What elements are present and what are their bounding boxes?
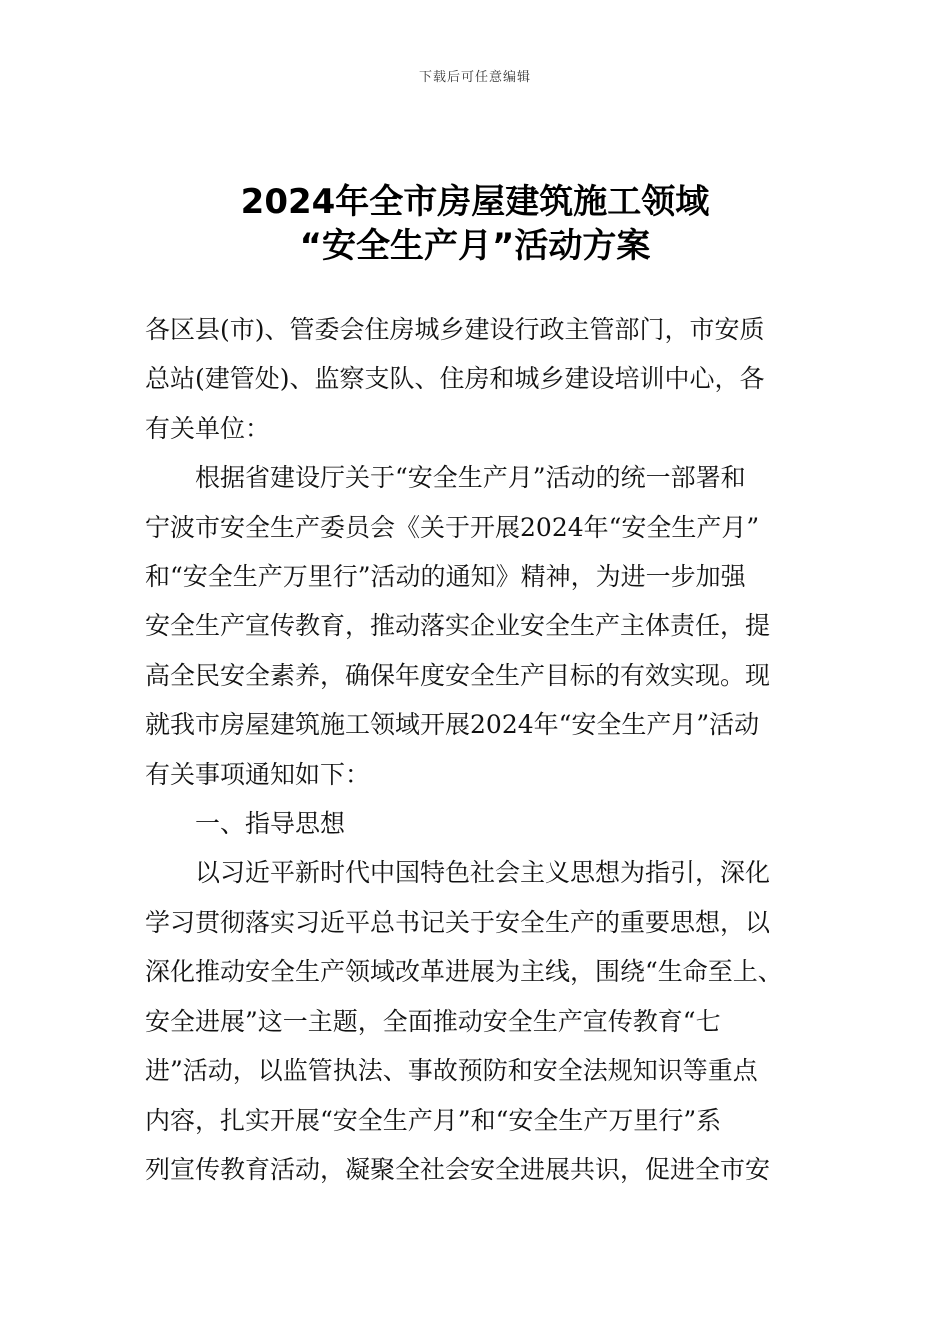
body-line: 有关单位： [145,413,271,443]
body-line: 以习近平新时代中国特色社会主义思想为指引，深化 [195,858,771,888]
body-line: 有关事项通知如下： [145,759,371,789]
section-heading: 一、指导思想 [195,809,346,839]
body-line: 内容，扎实开展“安全生产月”和“安全生产万里行”系 [145,1105,722,1135]
body-line: 安全进展”这一主题，全面推动安全生产宣传教育“七 [145,1006,721,1036]
body-line: 进”活动，以监管执法、事故预防和安全法规知识等重点 [145,1056,758,1086]
body-line: 高全民安全素养，确保年度安全生产目标的有效实现。现 [145,660,771,690]
body-line: 宁波市安全生产委员会《关于开展2024年“安全生产月” [145,512,760,542]
body-line: 根据省建设厅关于“安全生产月”活动的统一部署和 [195,463,746,493]
body-line: 总站(建管处)、监察支队、住房和城乡建设培训中心，各 [145,364,765,394]
body-line: 就我市房屋建筑施工领域开展2024年“安全生产月”活动 [145,710,760,740]
document-body [145,305,795,1194]
document-title [0,180,950,268]
title-line-1: 2024年全市房屋建筑施工领域 [240,182,710,222]
header-note: 下载后可任意编辑 [418,70,531,85]
body-line: 各区县(市)、管委会住房城乡建设行政主管部门，市安质 [145,315,765,344]
body-line: 安全生产宣传教育，推动落实企业安全生产主体责任，提 [145,611,771,641]
body-line: 深化推动安全生产领域改革进展为主线，围绕“生命至上、 [145,957,783,987]
body-line: 和“安全生产万里行”活动的通知》精神，为进一步加强 [145,562,746,592]
title-line-2: “安全生产月”活动方案 [299,226,651,266]
body-line: 列宣传教育活动，凝聚全社会安全进展共识，促进全市安 [145,1154,771,1184]
body-line: 学习贯彻落实习近平总书记关于安全生产的重要思想，以 [145,907,771,937]
